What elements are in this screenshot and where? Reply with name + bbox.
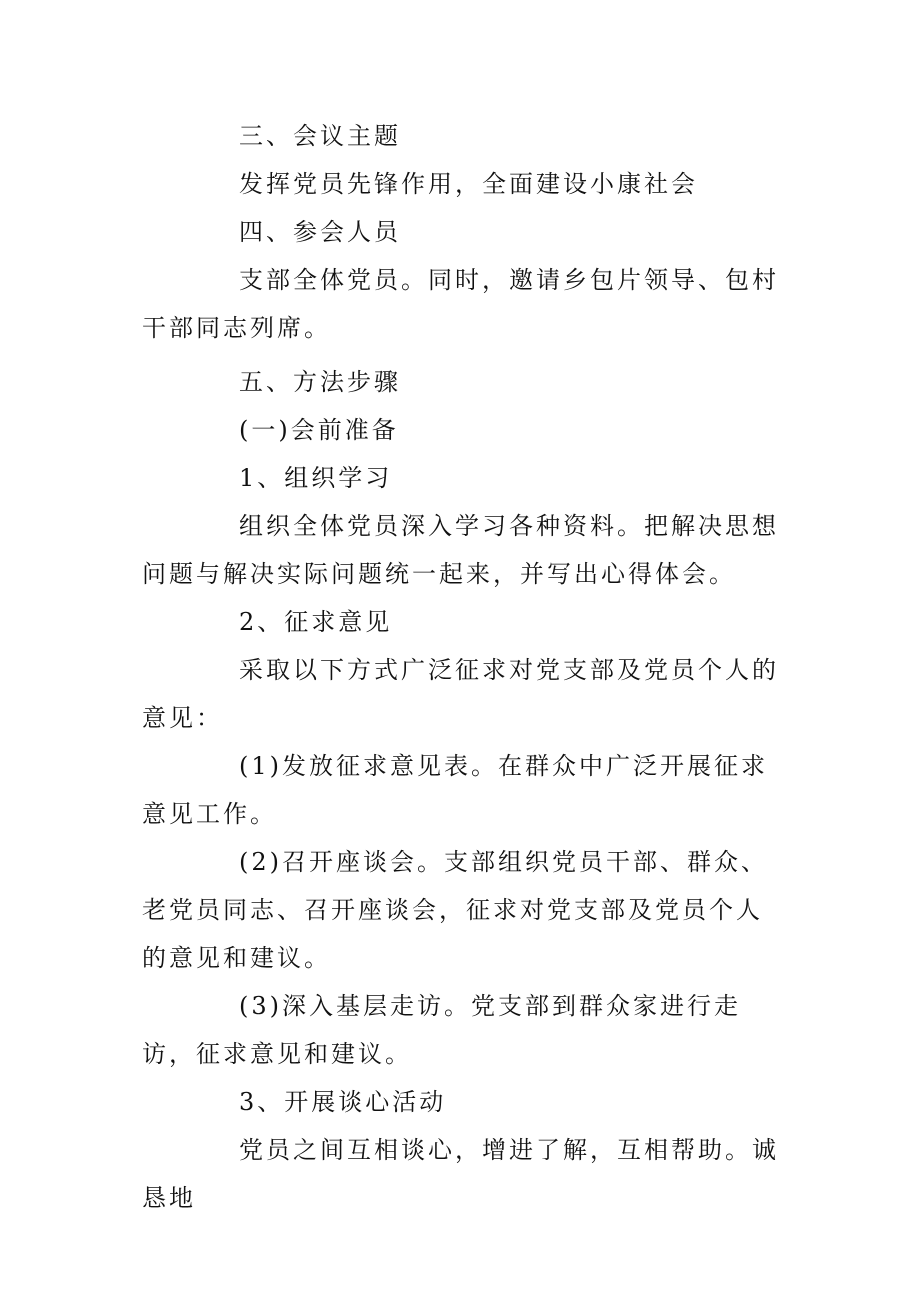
heading-participants: 四、参会人员 [239, 218, 401, 246]
paragraph-heart-to-heart: 党员之间互相谈心，增进了解，互相帮助。诚恳地 [142, 1136, 779, 1212]
subheading-preparation: (一)会前准备 [239, 416, 399, 444]
paragraph-meeting-theme: 发挥党员先锋作用，全面建设小康社会 [239, 170, 698, 198]
item-organize-study: 1、组织学习 [239, 464, 393, 492]
paragraph-participants: 支部全体党员。同时，邀请乡包片领导、包村干部同志列席。 [142, 266, 779, 342]
item-solicit-opinions: 2、征求意见 [239, 608, 393, 636]
list-item-symposium: (2)召开座谈会。支部组织党员干部、群众、老党员同志、召开座谈会，征求对党支部及党员个人的意见和建议。 [142, 848, 768, 972]
item-heart-to-heart: 3、开展谈心活动 [239, 1088, 447, 1116]
list-item-visits: (3)深入基层走访。党支部到群众家进行走访，征求意见和建议。 [142, 992, 741, 1068]
document-body [142, 112, 782, 1222]
paragraph-solicit-opinions: 采取以下方式广泛征求对党支部及党员个人的意见： [142, 656, 779, 732]
heading-methods-steps: 五、方法步骤 [239, 368, 401, 396]
paragraph-organize-study: 组织全体党员深入学习各种资料。把解决思想问题与解决实际问题统一起来，并写出心得体会。 [142, 512, 779, 588]
heading-meeting-theme: 三、会议主题 [239, 122, 401, 150]
list-item-questionnaire: (1)发放征求意见表。在群众中广泛开展征求意见工作。 [142, 752, 768, 828]
